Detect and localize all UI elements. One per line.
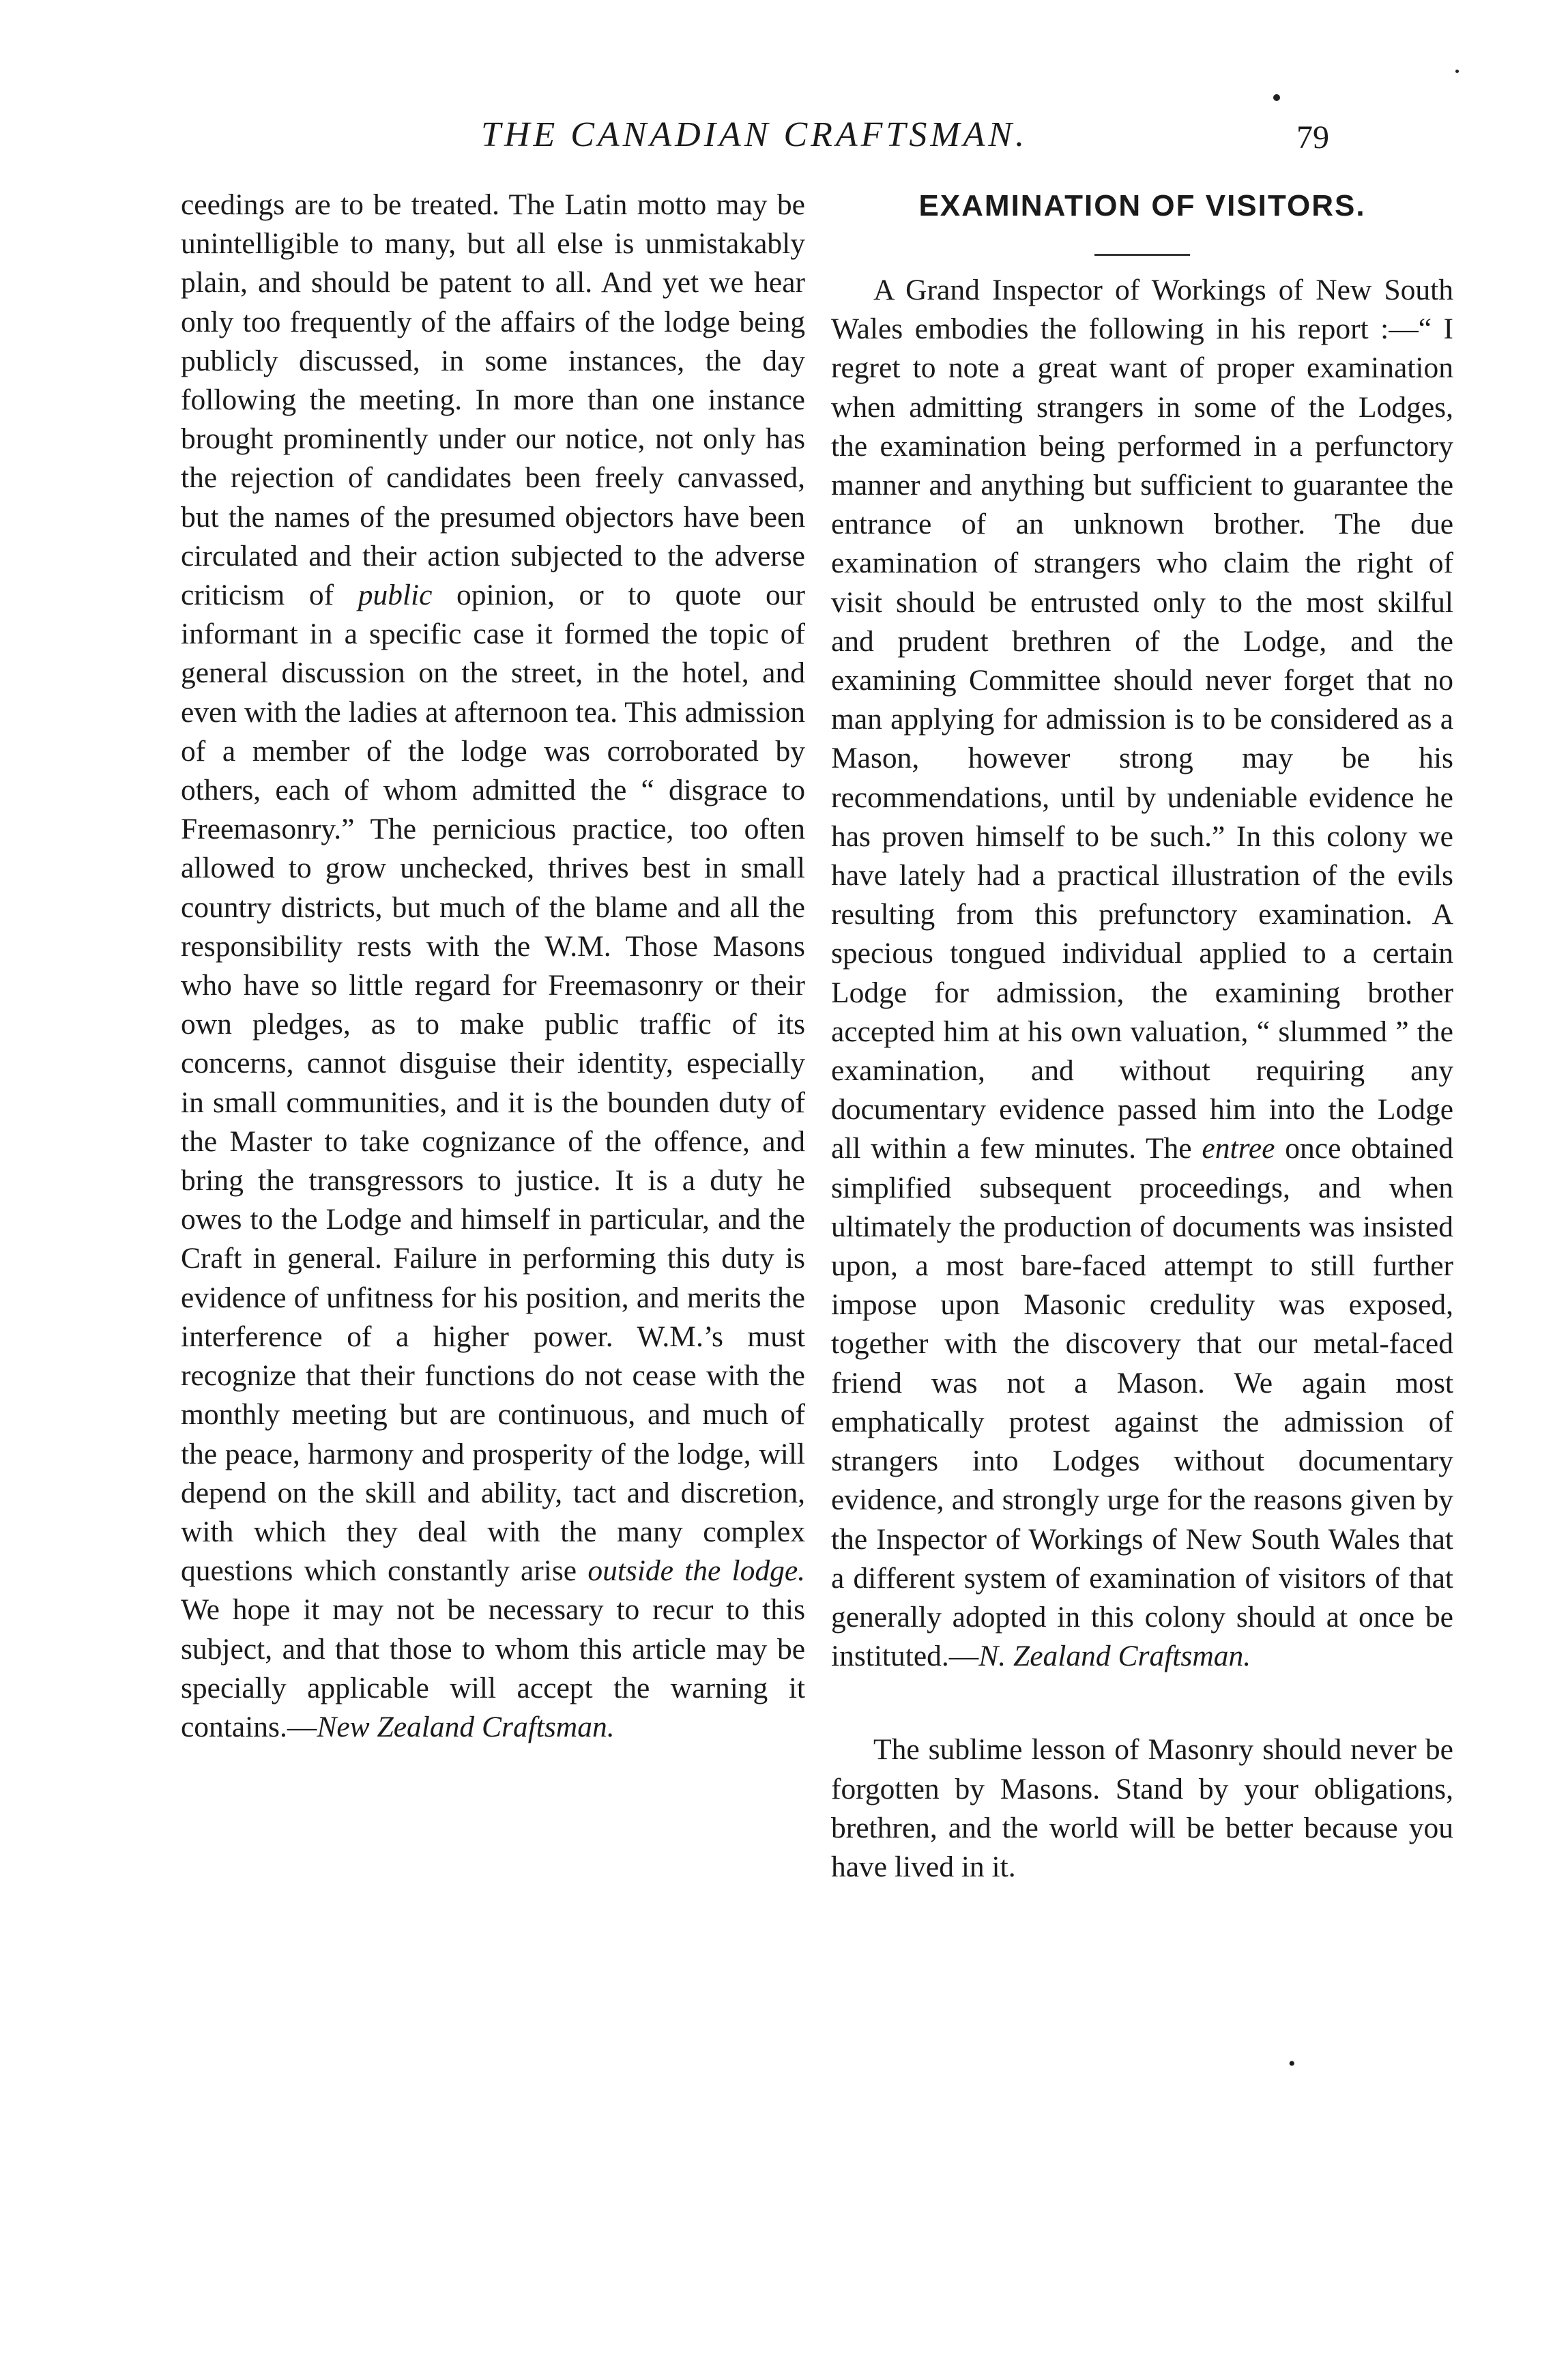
left-column [181,186,805,1747]
end-mark: • [1288,2052,1296,2075]
right-column [831,186,1453,1887]
article-continuation-paragraph [181,186,805,1747]
heading-rule [1094,254,1190,256]
italic-text: outside the lodge. [587,1554,806,1588]
italic-text: public [358,579,433,612]
paragraph-text: ceedings are to be treated. The Latin motto may be unintelligible to many, but all else is unmistakably plain, and should be patent to all. And yet we hear only too frequently of the affairs of the lodge being publicly discussed, in some instances, the day following the meeting. In more than one instance brought prominently under our notice, not only has the rejection of candidates been freely canvassed, but the names of the presumed objectors have been circulated and their action subjected to the adverse criticism of [181,188,805,612]
paragraph-text: opinion, or to quote our informant in a specific case it formed the topic of general discussion on the street, in the hotel, and even with the ladies at afternoon tea. This admission of a member of the lodge was corroborated by others, each of whom admitted the “ disgrace to Freemasonry.” The pernicious practice, too often allowed to grow unchecked, thrives best in small country districts, but much of the blame and all the responsibility rests with the W.M. Those Masons who have so little regard for Freemasonry or their own pledges, as to make public traffic of its concerns, cannot disguise their identity, especially in small communities, and it is the bounden duty of the Master to take cognizance of the offence, and bring the transgressors to justice. It is a duty he owes to the Lodge and himself in particular, and the Craft in general. Failure in performing this duty is evidence of unfitness for his position, and merits the interference of a higher power. W.M.’s must recognize that their functions do not cease with the monthly meeting but are continuous, and much of the peace, harmony and prosperity of the lodge, will depend on the skill and ability, tact and discretion, with which they deal with the many complex questions which constantly arise [181,579,805,1588]
paragraph-text: once obtained simplified subsequent proceedings, and when ultimately the production of documents was insisted upon, a most bare-faced attempt to still further impose upon Masonic credulity was exposed, together with the discovery that our metal-faced friend was not a Mason. We again most emphatically protest against the admission of strangers into Lodges without documentary evidence, and strongly urge for the reasons given by the Inspector of Workings of New South Wales that a different system of examination of visitors of that generally adopted in this colony should at once be instituted.— [831,1132,1453,1673]
running-header [171,115,1453,176]
page-number: 79 [1296,119,1329,156]
closing-paragraph: The sublime lesson of Masonry should never be forgotten by Masons. Stand by your obligations, brethren, and the world will be better because you have lived in it. [831,1733,1453,1883]
section-heading: EXAMINATION OF VISITORS. [918,189,1366,222]
paragraph-text: A Grand Inspector of Workings of New South Wales embodies the following in his report :—“ I regret to note a great want of proper examination when admitting strangers in some of the Lodges, the examination being performed in a perfunctory manner and anything but sufficient to guarantee the entrance of an unknown brother. The due examination of strangers who claim the right of visit should be entrusted only to the most skilful and prudent brethren of the Lodge, and the examining Committee should never forget that no man applying for admission is to be considered as a Mason, however strong may be his recommendations, until by undeniable evidence he has proven himself to be such.” In this colony we have lately had a practical illustration of the evils resulting from this prefunctory examination. A specious tongued individual applied to a certain Lodge for admission, the examining brother accepted him at his own valuation, “ slummed ” the examination, and without requiring any documentary evidence passed him into the Lodge all within a few minutes. The [831,274,1453,1165]
paragraph-text: We hope it may not be necessary to recur to this subject, and that those to whom this article may be specially applicable will accept the warning it contains.— [181,1593,805,1743]
source-citation: New Zealand Craftsman. [317,1710,615,1743]
margin-dot-icon [1455,70,1459,73]
source-citation: N. Zealand Craftsman. [978,1640,1251,1673]
spacer [831,1676,1453,1730]
article-paragraph [831,271,1453,1676]
margin-dot-icon [1273,94,1280,101]
running-title: THE CANADIAN CRAFTSMAN. [481,115,1028,154]
italic-text: entree [1202,1132,1275,1165]
